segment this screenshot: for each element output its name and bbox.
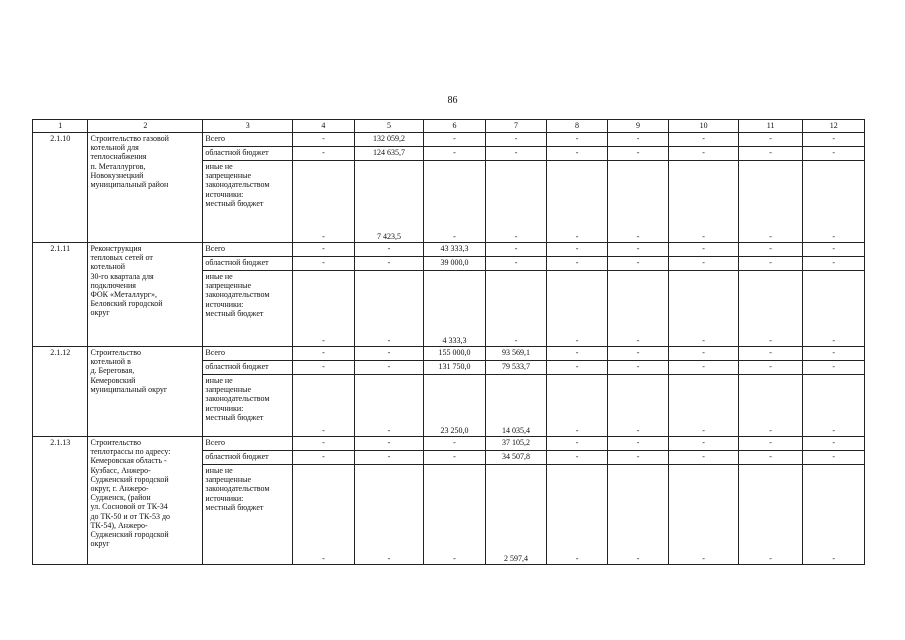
item-object: Строительство газовой котельной для теплоснабжения п. Металлургов, Новокузнецкий муниципальный район — [88, 133, 203, 243]
value-cell-col-10: - — [669, 147, 739, 161]
value-cell-col-11: - — [738, 161, 803, 243]
value-cell-col-6: 23 250,0 — [424, 375, 486, 437]
value-cell-col-7: - — [485, 271, 547, 347]
item-code: 2.1.13 — [33, 437, 88, 565]
value-cell-col-8: - — [547, 465, 608, 565]
value-cell-col-4: - — [293, 133, 355, 147]
table-row — [33, 133, 865, 147]
value-cell-col-10: - — [669, 161, 739, 243]
value-cell-col-9: - — [607, 257, 669, 271]
value-cell-col-8: - — [547, 271, 608, 347]
value-cell-col-9: - — [607, 437, 669, 451]
funding-source: Всего — [203, 347, 293, 361]
value-cell-col-6: - — [424, 147, 486, 161]
value-cell-col-12: - — [803, 451, 865, 465]
value-cell-col-9: - — [607, 243, 669, 257]
value-cell-col-5: - — [354, 243, 424, 257]
value-cell-col-5: - — [354, 257, 424, 271]
value-cell-col-12: - — [803, 161, 865, 243]
funding-source: областной бюджет — [203, 451, 293, 465]
header-row — [33, 120, 865, 133]
value-cell-col-5: 124 635,7 — [354, 147, 424, 161]
value-cell-col-8: - — [547, 451, 608, 465]
value-cell-col-10: - — [669, 361, 739, 375]
column-header-10: 10 — [669, 120, 739, 133]
column-header-9: 9 — [607, 120, 669, 133]
value-cell-col-7: - — [485, 243, 547, 257]
funding-source: Всего — [203, 133, 293, 147]
value-cell-col-11: - — [738, 437, 803, 451]
value-cell-col-11: - — [738, 133, 803, 147]
item-object: Строительство теплотрассы по адресу: Кемеровская область - Кузбасс, Анжеро- Судженский городской округ, г. Анжеро- Судженск, (район ул. Сосновой от ТК-34 до ТК-50 и от ТК-53 до ТК-54), Анжеро- Судженский городской округ — [88, 437, 203, 565]
value-cell-col-6: 39 000,0 — [424, 257, 486, 271]
column-header-1: 1 — [33, 120, 88, 133]
value-cell-col-7: 14 035,4 — [485, 375, 547, 437]
column-header-12: 12 — [803, 120, 865, 133]
value-cell-col-12: - — [803, 465, 865, 565]
value-cell-col-12: - — [803, 133, 865, 147]
value-cell-col-5: 132 059,2 — [354, 133, 424, 147]
value-cell-col-7: - — [485, 161, 547, 243]
value-cell-col-9: - — [607, 465, 669, 565]
funding-source: иные не запрещенные законодательством источники: местный бюджет — [203, 465, 293, 565]
column-header-8: 8 — [547, 120, 608, 133]
value-cell-col-9: - — [607, 271, 669, 347]
value-cell-col-9: - — [607, 347, 669, 361]
value-cell-col-6: 4 333,3 — [424, 271, 486, 347]
value-cell-col-6: - — [424, 437, 486, 451]
value-cell-col-5: - — [354, 347, 424, 361]
value-cell-col-10: - — [669, 347, 739, 361]
budget-table — [32, 119, 865, 565]
value-cell-col-8: - — [547, 361, 608, 375]
value-cell-col-4: - — [293, 257, 355, 271]
value-cell-col-10: - — [669, 465, 739, 565]
value-cell-col-12: - — [803, 147, 865, 161]
item-object: Строительство котельной в д. Береговая, Кемеровский муниципальный округ — [88, 347, 203, 437]
value-cell-col-11: - — [738, 347, 803, 361]
value-cell-col-5: - — [354, 437, 424, 451]
funding-source: иные не запрещенные законодательством источники: местный бюджет — [203, 161, 293, 243]
table-row — [33, 243, 865, 257]
value-cell-col-4: - — [293, 375, 355, 437]
column-header-4: 4 — [293, 120, 355, 133]
value-cell-col-7: 34 507,8 — [485, 451, 547, 465]
value-cell-col-4: - — [293, 437, 355, 451]
value-cell-col-4: - — [293, 243, 355, 257]
funding-source: иные не запрещенные законодательством источники: местный бюджет — [203, 271, 293, 347]
value-cell-col-9: - — [607, 161, 669, 243]
value-cell-col-4: - — [293, 347, 355, 361]
funding-source: иные не запрещенные законодательством источники: местный бюджет — [203, 375, 293, 437]
value-cell-col-12: - — [803, 347, 865, 361]
value-cell-col-6: - — [424, 133, 486, 147]
value-cell-col-8: - — [547, 147, 608, 161]
value-cell-col-7: - — [485, 133, 547, 147]
value-cell-col-5: - — [354, 271, 424, 347]
page-number: 86 — [447, 95, 458, 106]
item-code: 2.1.11 — [33, 243, 88, 347]
value-cell-col-4: - — [293, 465, 355, 565]
value-cell-col-6: 43 333,3 — [424, 243, 486, 257]
value-cell-col-4: - — [293, 147, 355, 161]
column-header-2: 2 — [88, 120, 203, 133]
value-cell-col-6: - — [424, 451, 486, 465]
value-cell-col-6: - — [424, 465, 486, 565]
value-cell-col-11: - — [738, 243, 803, 257]
value-cell-col-8: - — [547, 161, 608, 243]
value-cell-col-5: - — [354, 465, 424, 565]
value-cell-col-12: - — [803, 361, 865, 375]
column-header-7: 7 — [485, 120, 547, 133]
value-cell-col-4: - — [293, 361, 355, 375]
value-cell-col-11: - — [738, 271, 803, 347]
value-cell-col-12: - — [803, 437, 865, 451]
value-cell-col-9: - — [607, 375, 669, 437]
value-cell-col-7: 79 533,7 — [485, 361, 547, 375]
value-cell-col-7: 37 105,2 — [485, 437, 547, 451]
value-cell-col-4: - — [293, 161, 355, 243]
value-cell-col-9: - — [607, 133, 669, 147]
value-cell-col-9: - — [607, 361, 669, 375]
table-row — [33, 437, 865, 451]
value-cell-col-12: - — [803, 257, 865, 271]
funding-source: областной бюджет — [203, 147, 293, 161]
value-cell-col-6: - — [424, 161, 486, 243]
value-cell-col-12: - — [803, 271, 865, 347]
table-row — [33, 347, 865, 361]
value-cell-col-8: - — [547, 243, 608, 257]
value-cell-col-10: - — [669, 271, 739, 347]
column-header-6: 6 — [424, 120, 486, 133]
value-cell-col-7: - — [485, 257, 547, 271]
value-cell-col-5: - — [354, 451, 424, 465]
value-cell-col-7: 2 597,4 — [485, 465, 547, 565]
value-cell-col-11: - — [738, 465, 803, 565]
value-cell-col-8: - — [547, 375, 608, 437]
value-cell-col-8: - — [547, 437, 608, 451]
value-cell-col-4: - — [293, 451, 355, 465]
funding-source: Всего — [203, 437, 293, 451]
value-cell-col-10: - — [669, 375, 739, 437]
value-cell-col-8: - — [547, 133, 608, 147]
column-header-5: 5 — [354, 120, 424, 133]
value-cell-col-10: - — [669, 133, 739, 147]
funding-source: областной бюджет — [203, 257, 293, 271]
value-cell-col-10: - — [669, 257, 739, 271]
item-code: 2.1.10 — [33, 133, 88, 243]
value-cell-col-8: - — [547, 347, 608, 361]
column-header-3: 3 — [203, 120, 293, 133]
value-cell-col-5: 7 423,5 — [354, 161, 424, 243]
value-cell-col-11: - — [738, 257, 803, 271]
value-cell-col-11: - — [738, 451, 803, 465]
item-object: Реконструкция тепловых сетей от котельной 30-го квартала для подключения ФОК «Металлург», Беловский городской округ — [88, 243, 203, 347]
value-cell-col-12: - — [803, 243, 865, 257]
value-cell-col-5: - — [354, 361, 424, 375]
value-cell-col-6: 155 000,0 — [424, 347, 486, 361]
item-code: 2.1.12 — [33, 347, 88, 437]
value-cell-col-9: - — [607, 451, 669, 465]
value-cell-col-7: 93 569,1 — [485, 347, 547, 361]
value-cell-col-10: - — [669, 451, 739, 465]
value-cell-col-9: - — [607, 147, 669, 161]
value-cell-col-10: - — [669, 243, 739, 257]
value-cell-col-12: - — [803, 375, 865, 437]
value-cell-col-8: - — [547, 257, 608, 271]
value-cell-col-4: - — [293, 271, 355, 347]
column-header-11: 11 — [738, 120, 803, 133]
funding-source: областной бюджет — [203, 361, 293, 375]
value-cell-col-10: - — [669, 437, 739, 451]
value-cell-col-7: - — [485, 147, 547, 161]
value-cell-col-5: - — [354, 375, 424, 437]
value-cell-col-11: - — [738, 361, 803, 375]
value-cell-col-6: 131 750,0 — [424, 361, 486, 375]
value-cell-col-11: - — [738, 147, 803, 161]
value-cell-col-11: - — [738, 375, 803, 437]
funding-source: Всего — [203, 243, 293, 257]
